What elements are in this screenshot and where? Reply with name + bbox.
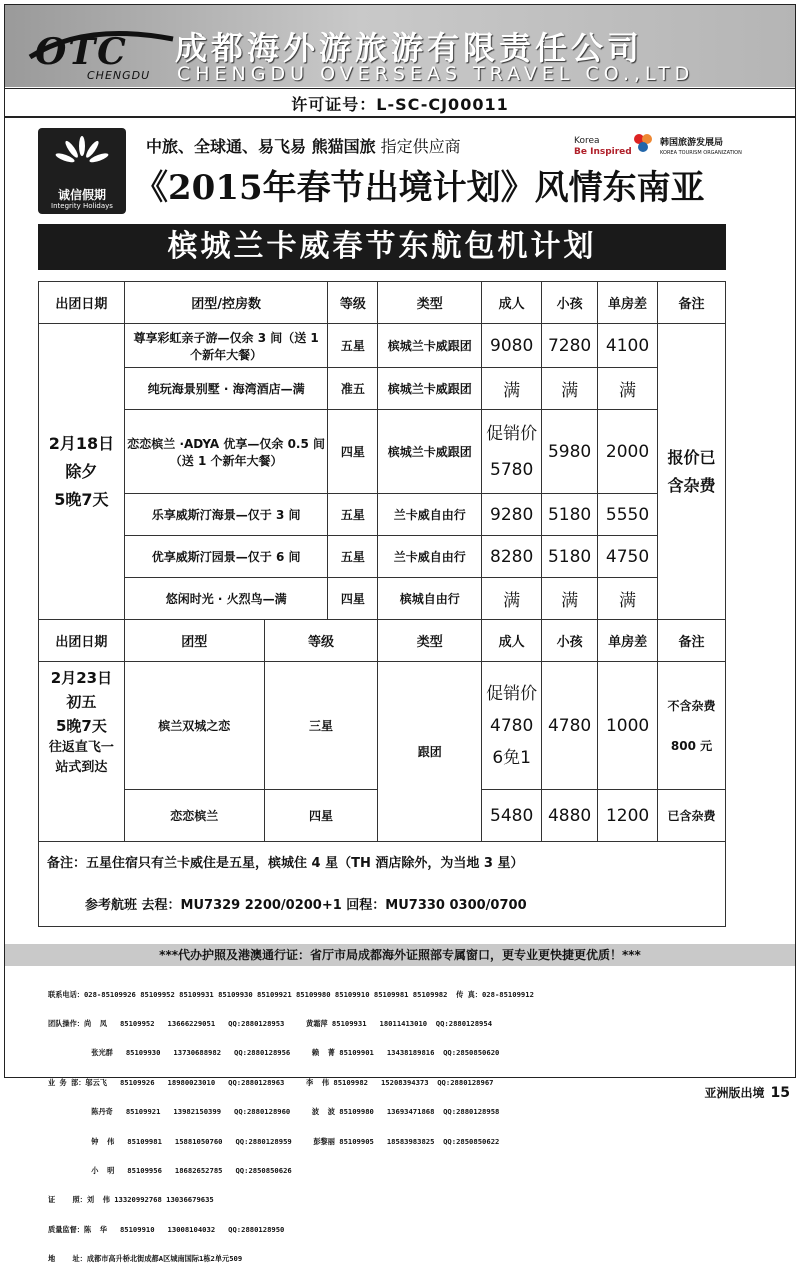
contact-list [48, 970, 534, 1274]
logo-text: OTC [35, 31, 128, 73]
tour-cell: 尊享彩虹亲子游—仅余 3 间（送 1 个新年大餐） [124, 324, 328, 368]
adult-price: 满 [482, 368, 542, 410]
departure-date-cell [39, 662, 125, 842]
remarks-cell: 已含杂费 [658, 790, 726, 842]
adult-price: 促销价 5780 [482, 410, 542, 494]
logo-subtitle: CHENGDU [87, 69, 151, 82]
tour-cell: 纯玩海景别墅 · 海湾酒店—满 [124, 368, 328, 410]
date-line: 初五 [66, 693, 97, 711]
supplier-suffix: 指定供应商 [375, 137, 461, 156]
adult-price: 满 [482, 578, 542, 620]
tour-cell: 悠闲时光 · 火烈鸟—满 [124, 578, 328, 620]
schedule-table-2 [38, 619, 726, 842]
single-supplement: 1200 [598, 790, 658, 842]
header-cell: 小孩 [542, 282, 598, 324]
section-banner: 槟城兰卡威春节东航包机计划 [38, 224, 726, 270]
grade-cell: 五星 [328, 536, 378, 578]
date-line: 5晚7天 [55, 717, 107, 735]
child-price: 满 [542, 368, 598, 410]
contact-line: 张光群 85109930 13730688982 QQ:2880128956 赖 菁 85109901 13438189816 QQ:2850850620 [48, 1048, 500, 1058]
type-cell: 槟城自由行 [378, 578, 482, 620]
grade-cell: 四星 [328, 578, 378, 620]
header-cell: 单房差 [598, 620, 658, 662]
schedule-table-1 [38, 281, 726, 620]
date-line: 2月18日 [48, 433, 115, 453]
company-header [5, 5, 795, 87]
child-price: 5180 [542, 494, 598, 536]
header-cell: 团型 [124, 620, 264, 662]
table-header-row [39, 282, 726, 324]
contact-line: 小 明 85109956 18682652785 QQ:2850850626 [48, 1165, 292, 1175]
table-row [39, 536, 726, 578]
adult-price-line: 6免1 [492, 747, 531, 768]
grade-cell: 四星 [264, 790, 378, 842]
license-number: 许可证号：L-SC-CJ00011 [291, 95, 509, 114]
date-line: 站式到达 [55, 760, 108, 775]
page-footer [705, 1084, 791, 1101]
date-line: 2月23日 [50, 669, 113, 687]
child-price: 4880 [542, 790, 598, 842]
tour-cell: 恋恋槟兰 ·ADYA 优享—仅余 0.5 间（送 1 个新年大餐） [124, 410, 328, 494]
company-name-en: CHENGDU OVERSEAS TRAVEL CO.,LTD [177, 63, 695, 85]
korea-line2: Be Inspired [574, 147, 632, 157]
divider [5, 116, 795, 118]
remark-line: 含杂费 [667, 475, 716, 495]
table-row [39, 662, 726, 790]
section-name: 亚洲版出境 [704, 1086, 765, 1100]
table-row [39, 368, 726, 410]
contact-line: 地 址：成都市高升桥北街成都A区城南国际1栋2单元509 [48, 1254, 243, 1264]
single-supplement: 4100 [598, 324, 658, 368]
brand-logo [38, 128, 126, 214]
adult-price: 9080 [482, 324, 542, 368]
child-price: 7280 [542, 324, 598, 368]
tour-cell: 乐享威斯汀海景—仅于 3 间 [124, 494, 328, 536]
table-row [39, 410, 726, 494]
remark-line: 报价已 [667, 447, 716, 467]
header-cell: 团型/控房数 [124, 282, 328, 324]
notes-box [38, 842, 726, 927]
header-cell: 单房差 [598, 282, 658, 324]
korea-org-cn: 韩国旅游发展局 [660, 138, 724, 148]
adult-price [482, 662, 542, 790]
grade-cell: 四星 [328, 410, 378, 494]
header-cell: 等级 [264, 620, 378, 662]
page-number: 15 [770, 1085, 790, 1101]
type-cell: 兰卡威自由行 [378, 536, 482, 578]
table-row [39, 578, 726, 620]
remarks-cell [658, 662, 726, 790]
header-cell: 成人 [482, 282, 542, 324]
adult-price-line: 4780 [490, 715, 534, 736]
date-line: 往返直飞一 [48, 740, 114, 755]
accommodation-note: 备注：五星住宿只有兰卡威住是五星，槟城住 4 星（TH 酒店除外，为当地 3 星） [47, 856, 524, 871]
remark-line: 不含杂费 [667, 698, 716, 713]
contact-line: 业 务 部：邬云飞 85109926 18980023010 QQ:2880128963 李 伟 85109982 15208394373 QQ:2880128967 [48, 1077, 494, 1087]
header-cell: 出团日期 [39, 620, 125, 662]
table-row [39, 324, 726, 368]
type-cell: 槟城兰卡威跟团 [378, 410, 482, 494]
type-cell: 兰卡威自由行 [378, 494, 482, 536]
company-name-cn: 成都海外游旅游有限责任公司 [175, 29, 644, 67]
date-line: 5晚7天 [54, 489, 109, 509]
contact-line: 钟 伟 85109981 15881050760 QQ:2880128959 彭黎丽 85109905 18583983825 QQ:2850850622 [48, 1136, 500, 1146]
contact-line: 联系电话：028-85109926 85109952 85109931 85109930 85109921 85109980 85109910 85109981 85109982 传 真：028-85109912 [48, 989, 534, 999]
child-price: 5980 [542, 410, 598, 494]
adult-price: 8280 [482, 536, 542, 578]
child-price: 满 [542, 578, 598, 620]
single-supplement: 1000 [598, 662, 658, 790]
divider [5, 88, 795, 89]
type-cell: 槟城兰卡威跟团 [378, 324, 482, 368]
brand-name-en: Integrity Holidays [51, 202, 113, 210]
header-cell: 成人 [482, 620, 542, 662]
single-supplement: 满 [598, 368, 658, 410]
adult-price-line: 促销价 [486, 683, 538, 704]
contact-line: 陈丹奇 85109921 13982150399 QQ:2880128960 波 波 85109980 13693471868 QQ:2880128958 [48, 1107, 500, 1117]
child-price: 4780 [542, 662, 598, 790]
korea-tourism-icon [630, 130, 656, 156]
header-cell: 备注 [658, 620, 726, 662]
grade-cell: 五星 [328, 324, 378, 368]
contact-line: 证 照：刘 伟 13320992768 13036679635 [48, 1195, 214, 1205]
contact-line: 质量监督：陈 华 85109910 13008104032 QQ:2880128950 [48, 1224, 285, 1234]
korea-tourism-org [660, 138, 742, 158]
header-cell: 等级 [328, 282, 378, 324]
contact-line: 团队操作：尚 凤 85109952 13666229051 QQ:2880128953 黄霜萍 85109931 18011413010 QQ:2880128954 [48, 1018, 493, 1028]
header-cell: 类型 [378, 620, 482, 662]
single-supplement: 满 [598, 578, 658, 620]
table-row [39, 494, 726, 536]
korea-line1: Korea [574, 136, 600, 146]
grade-cell: 三星 [264, 662, 378, 790]
header-cell: 出团日期 [39, 282, 125, 324]
supplier-names: 中旅、全球通、易飞易 熊猫国旅 [146, 137, 376, 156]
korea-org-en: KOREA TOURISM ORGANIZATION [660, 150, 742, 156]
single-supplement: 4750 [598, 536, 658, 578]
single-supplement: 5550 [598, 494, 658, 536]
supplier-line [146, 134, 461, 157]
single-supplement: 2000 [598, 410, 658, 494]
flight-note: 参考航班 去程：MU7329 2200/0200+1 回程：MU7330 0300/0700 [85, 898, 527, 913]
tour-cell: 槟兰双城之恋 [124, 662, 264, 790]
brand-name-cn: 诚信假期 [57, 188, 106, 202]
grade-cell: 五星 [328, 494, 378, 536]
remarks-cell [658, 324, 726, 620]
child-price: 5180 [542, 536, 598, 578]
page-title: 《2015年春节出境计划》风情东南亚 [134, 168, 705, 208]
tour-cell: 恋恋槟兰 [124, 790, 264, 842]
remark-line: 800 元 [670, 738, 713, 753]
grade-cell: 准五 [328, 368, 378, 410]
tour-cell: 优享威斯汀园景—仅于 6 间 [124, 536, 328, 578]
type-cell: 跟团 [378, 662, 482, 842]
header-cell: 备注 [658, 282, 726, 324]
type-cell: 槟城兰卡威跟团 [378, 368, 482, 410]
flower-icon [60, 136, 104, 180]
header-cell: 类型 [378, 282, 482, 324]
departure-date-cell [39, 324, 125, 620]
date-line: 除夕 [65, 461, 98, 481]
korea-brand [574, 136, 632, 158]
passport-service-banner: ***代办护照及港澳通行证：省厅市局成都海外证照部专属窗口，更专业更快捷更优质！*** [5, 944, 795, 966]
table-header-row [39, 620, 726, 662]
header-cell: 小孩 [542, 620, 598, 662]
adult-price: 5480 [482, 790, 542, 842]
adult-price: 9280 [482, 494, 542, 536]
